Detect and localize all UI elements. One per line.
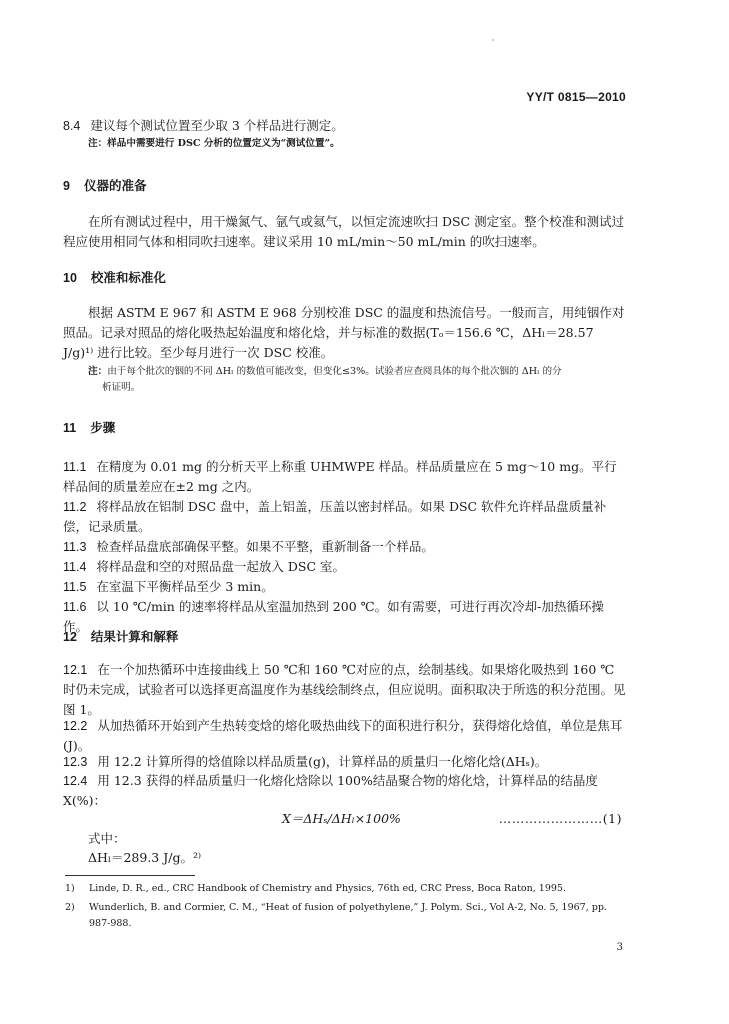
section-heading-12 [63,627,626,647]
clause-text: 从加热循环开始到产生热转变焓的熔化吸热曲线下的面积进行积分，获得熔化焓值，单位是焦耳(J)。 [63,718,623,753]
standard-number-header: YY/T 0815—2010 [526,90,626,104]
clause-text: 将样品放在铝制 DSC 盘中，盖上铝盖，压盖以密封样品。如果 DSC 软件允许样品盘质量补偿，记录质量。 [63,499,607,534]
paragraph-9: 在所有测试过程中，用干燥氮气、氩气或氦气，以恒定流速吹扫 DSC 测定室。整个校准和测试过程应使用相同气体和相同吹扫速率。建议采用 10 mL/min～50 mL/min 的吹扫速率。 [63,214,625,249]
section-title: 步骤 [90,420,116,435]
clause-number: 12.1 [63,663,88,677]
where-label: 式中： [88,831,126,846]
page-number: 3 [616,942,623,953]
clause-text: 将样品盘和空的对照品盘一起放入 DSC 室。 [96,559,346,574]
clause-11-5 [63,577,626,597]
section-number: 11 [63,421,77,435]
clause-number: 12.4 [63,774,88,788]
clause-text: 用 12.3 获得的样品质量归一化熔化焓除以 100%结晶聚合物的熔化焓，计算样品的结晶度 X(%)： [63,773,598,808]
clause-number: 11.6 [63,600,87,614]
clause-number: 11.5 [63,580,87,594]
note-8-4: 注：样品中需要进行 DSC 分析的位置定义为“测试位置”。 [88,138,340,149]
paragraph-10: 根据 ASTM E 967 和 ASTM E 968 分别校准 DSC 的温度和热流信号。一般而言，用纯铟作对照品。记录对照品的熔化吸热起始温度和熔化焓，并与标准的数据(Tₒ＝156.6 ℃，ΔHₗ＝28.57 J/g)¹⁾ 进行比较。至少每月进行一次 DSC 校准。 [63,305,625,360]
note-label: 注： [88,366,108,377]
footnote-text: Wunderlich, B. and Cormier, C. M., “Heat of fusion of polyethylene,” J. Polym. Sci., Vol A-2, No. 5, 1967, pp. [89,902,607,913]
formula-expression: X＝ΔHₛ/ΔHₗ×100% [282,811,401,826]
section-heading-10 [63,268,626,288]
clause-12-2 [63,716,626,756]
footnote-text-continued: 987-988. [89,918,132,929]
clause-text: 检查样品盘底部确保平整。如果不平整，重新制备一个样品。 [96,539,434,554]
formula-number: ……………………(1) [498,811,622,826]
section-number: 10 [63,271,77,285]
clause-text: 用 12.2 计算所得的焓值除以样品质量(g)，计算样品的质量归一化熔化焓(ΔHₛ)。 [97,754,548,769]
section-title: 校准和标准化 [90,270,166,285]
clause-11-1 [63,457,626,497]
footnote-number: 2) [65,902,75,913]
clause-number: 12.3 [63,755,88,769]
footnote-2 [65,900,625,932]
clause-8-4 [63,116,626,136]
section-title: 仪器的准备 [83,178,147,193]
clause-number: 11.1 [63,460,87,474]
clause-12-3 [63,752,626,772]
clause-text: 在精度为 0.01 mg 的分析天平上称重 UHMWPE 样品。样品质量应在 5 mg～10 mg。平行样品间的质量差应在±2 mg 之内。 [63,459,617,494]
clause-number: 12.2 [63,719,88,733]
note-10 [63,364,651,396]
clause-text: 建议每个测试位置至少取 3 个样品进行测定。 [90,118,344,133]
clause-12-1 [63,660,626,720]
clause-number: 11.2 [63,500,87,514]
section-number: 12 [63,630,77,644]
where-definition: ΔHₗ＝289.3 J/g。²⁾ [88,850,202,865]
clause-text: 以 10 ℃/min 的速率将样品从室温加热到 200 ℃。如有需要，可进行再次冷却-加热循环操作。 [63,599,604,634]
clause-number: 8.4 [63,119,81,133]
section-heading-9 [63,176,626,196]
section-title: 结果计算和解释 [90,629,179,644]
clause-text: 在室温下平衡样品至少 3 min。 [96,579,274,594]
clause-number: 11.4 [63,560,87,574]
footnote-1 [65,881,625,897]
clause-12-4 [63,771,626,811]
clause-11-3 [63,537,626,557]
footnote-number: 1) [65,883,75,894]
footnote-text: Linde, D. R., ed., CRC Handbook of Chemistry and Physics, 76th ed, CRC Press, Boca Raton, 1995. [89,883,566,894]
note-text: 由于每个批次的铟的不同 ΔHₗ 的数值可能改变，但变化≤3%。试验者应查阅具体的每个批次铟的 ΔHₗ 的分 [107,366,562,377]
footnote-divider [65,875,195,876]
section-number: 9 [63,179,70,193]
clause-number: 11.3 [63,540,87,554]
clause-text: 在一个加热循环中连接曲线上 50 ℃和 160 ℃对应的点，绘制基线。如果熔化吸热到 160 ℃时仍未完成，试验者可以选择更高温度作为基线绘制终点，但应说明。面积取决于所选的积分范围。见图 1。 [63,662,626,717]
section-heading-11 [63,418,626,438]
clause-11-4 [63,557,626,577]
note-text-continued: 析证明。 [102,382,141,393]
scan-dot [492,39,494,41]
formula-1 [282,809,622,829]
clause-11-2 [63,497,626,537]
